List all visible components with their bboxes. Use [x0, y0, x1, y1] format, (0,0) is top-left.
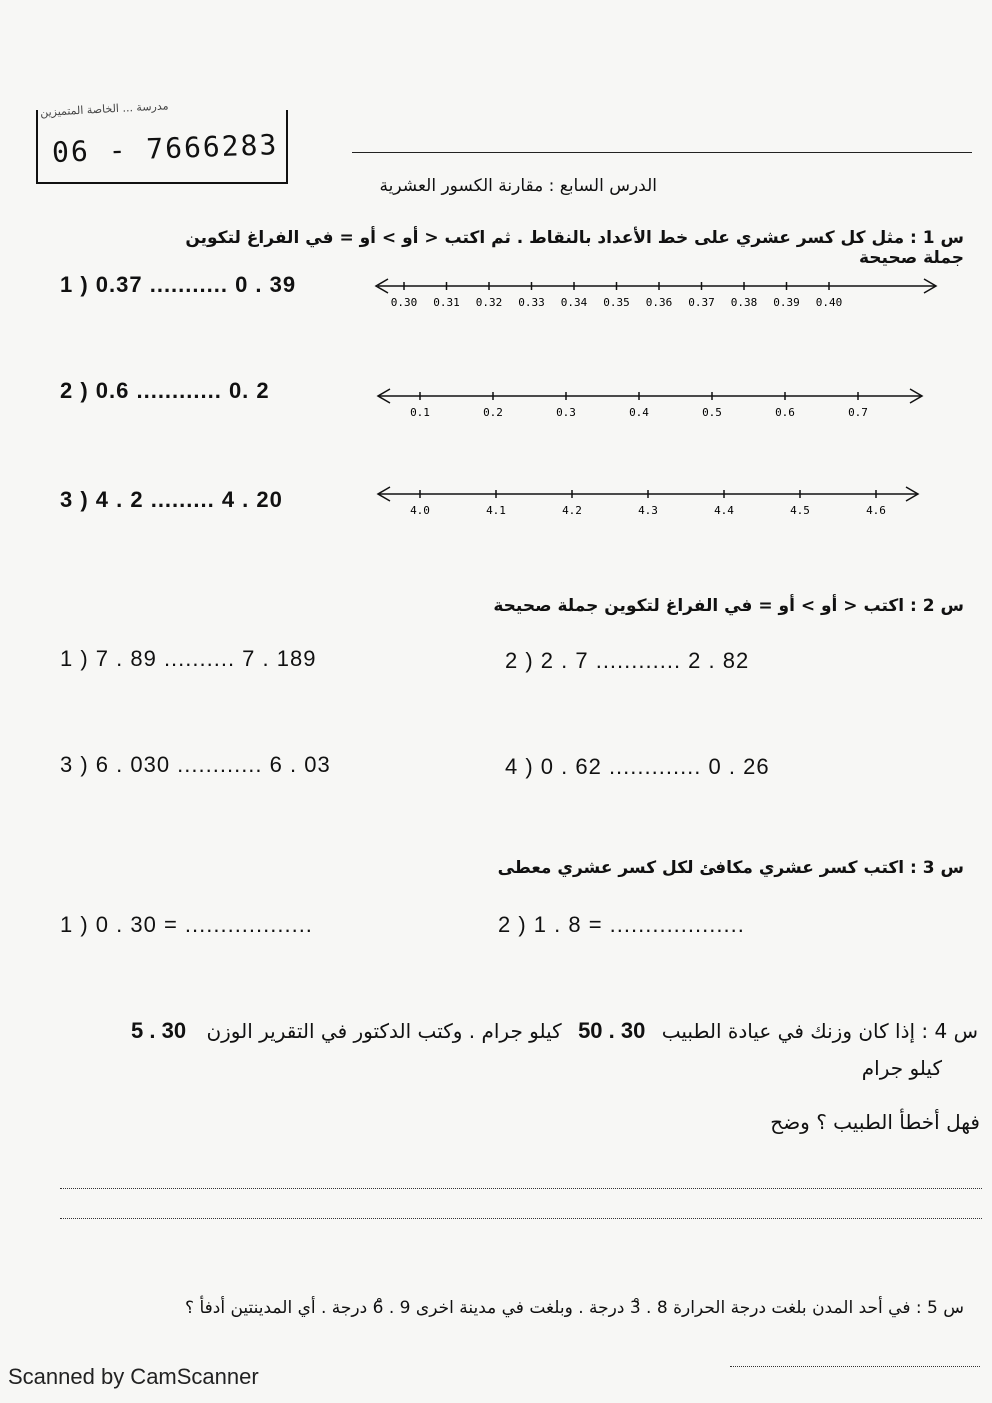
- q4-value-2: 30 . 5: [131, 1018, 187, 1043]
- tick-label: 0.1: [410, 406, 430, 419]
- number-line-3: [370, 478, 930, 528]
- q4-line2: كيلو جرام: [861, 1056, 942, 1080]
- tick-label: 0.32: [475, 296, 503, 309]
- tick-label: 4.1: [486, 504, 506, 517]
- tick-label: 0.40: [815, 296, 843, 309]
- tick-label: 4.2: [562, 504, 582, 517]
- tick-label: 4.5: [790, 504, 810, 517]
- tick-label: 4.0: [410, 504, 430, 517]
- school-stamp-text: مدرسة ... الخاصة المتميزين: [39, 99, 169, 120]
- number-line-2: [370, 380, 935, 430]
- q2-item-3: 3 ) 6 . 030 ............ 6 . 03: [60, 752, 331, 777]
- q1-prompt: س 1 : مثل كل كسر عشري على خط الأعداد بالنقاط . ثم اكتب < أو > أو = في الفراغ لتكوين جملة صحيحة: [185, 228, 964, 268]
- q3-item-1: 1 ) 0 . 30 = ..................: [60, 912, 313, 937]
- tick-label: 4.4: [714, 504, 734, 517]
- scanner-watermark: Scanned by CamScanner: [8, 1364, 259, 1389]
- tick-label: 0.33: [518, 296, 545, 309]
- q4-text-a: س 4 : إذا كان وزنك في عيادة الطبيب: [661, 1019, 978, 1043]
- tick-label: 0.6: [775, 406, 795, 419]
- q2-item-1: 1 ) 7 . 89 .......... 7 . 189: [60, 646, 317, 671]
- tick-label: 0.35: [603, 296, 630, 309]
- answer-line-2[interactable]: [60, 1218, 982, 1219]
- q1-item-3: 3 ) 4 . 2 ......... 4 . 20: [60, 487, 283, 512]
- tick-label: 0.2: [483, 406, 503, 419]
- number-line-1: [370, 270, 950, 320]
- q1-item-1: 1 ) 0.37 ........... 0 . 39: [60, 272, 297, 297]
- q4-line3: فهل أخطأ الطبيب ؟ وضح: [770, 1110, 980, 1134]
- q2-item-2: 2 ) 2 . 7 ............ 2 . 82: [505, 648, 750, 673]
- answer-line-3[interactable]: [730, 1366, 980, 1367]
- answer-line-1[interactable]: [60, 1188, 982, 1189]
- q4-text-b: كيلو جرام . وكتب الدكتور في التقرير الوزن: [206, 1019, 562, 1043]
- tick-label: 4.3: [638, 504, 658, 517]
- q2-prompt: س 2 : اكتب < أو > أو = في الفراغ لتكوين جملة صحيحة: [493, 596, 964, 616]
- q2-item-4: 4 ) 0 . 62 ............. 0 . 26: [505, 754, 770, 779]
- lesson-title: الدرس السابع : مقارنة الكسور العشرية: [379, 176, 657, 196]
- tick-label: 0.34: [560, 296, 588, 309]
- phone-number: 06 - 7666283: [51, 128, 279, 169]
- q3-item-2: 2 ) 1 . 8 = ...................: [498, 912, 745, 937]
- tick-label: 0.31: [433, 296, 460, 309]
- tick-label: 0.36: [645, 296, 673, 309]
- tick-label: 0.4: [629, 406, 649, 419]
- tick-label: 0.3: [556, 406, 576, 419]
- q1-item-2: 2 ) 0.6 ............ 0. 2: [60, 378, 270, 403]
- tick-label: 4.6: [866, 504, 886, 517]
- q3-prompt: س 3 : اكتب كسر عشري مكافئ لكل كسر عشري معطى: [497, 858, 964, 878]
- tick-label: 0.39: [773, 296, 800, 309]
- q5-text: س 5 : في أحد المدن بلغت درجة الحرارة 8 . 3̊ درجة . وبلغت في مدينة اخرى 9 . 6̊ درجة . أي المدينتين أدفأ ؟: [185, 1298, 964, 1318]
- tick-label: 0.38: [730, 296, 758, 309]
- q4-line1: [131, 1018, 978, 1044]
- tick-label: 0.5: [702, 406, 722, 419]
- tick-label: 0.37: [688, 296, 715, 309]
- tick-label: 0.7: [848, 406, 868, 419]
- header-rule: [352, 152, 972, 153]
- tick-label: 0.30: [390, 296, 418, 309]
- q4-value-1: 30 . 50: [578, 1018, 646, 1043]
